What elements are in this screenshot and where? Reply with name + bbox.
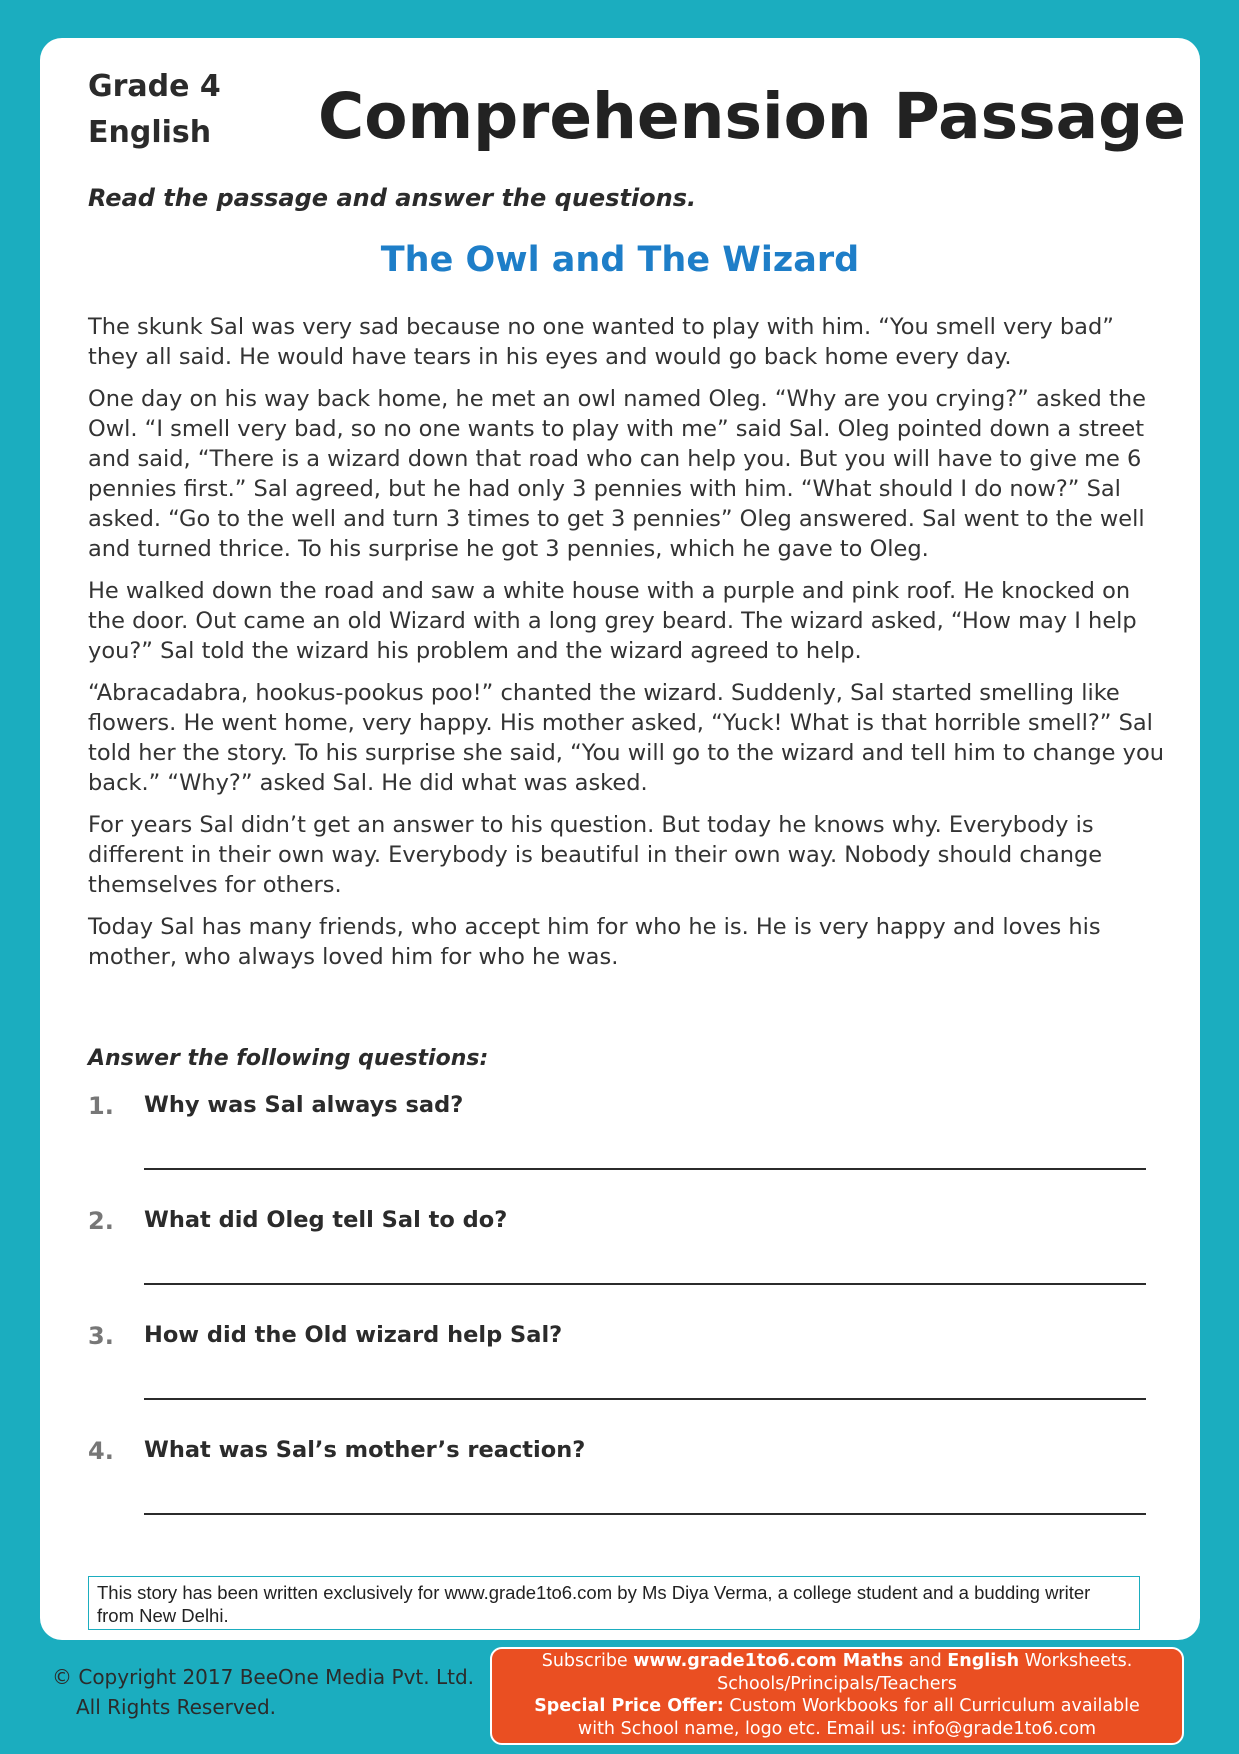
question-number: 3. (88, 1322, 114, 1350)
passage-paragraph: For years Sal didn’t get an answer to his question. But today he knows why. Everybody is different in their own way. Everybody is beautiful in their own way. Nobody should change themselves for others. (88, 812, 1103, 898)
promo-text: Worksheets. (1019, 1651, 1133, 1671)
instruction-text: Read the passage and answer the questions. (88, 184, 697, 212)
answer-line[interactable] (144, 1168, 1146, 1170)
promo-text: and (903, 1651, 948, 1671)
answer-line[interactable] (144, 1398, 1146, 1400)
passage-paragraph: One day on his way back home, he met an owl named Oleg. “Why are you crying?” asked the Owl. “I smell very bad, so no one wants to play with me” said Sal. Oleg pointed down a street and said, “There is a wizard down that road who can help you. But you will have to give me 6 pennies first.” Sal agreed, but he had only 3 pennies with him. “What should I do now?” Sal asked. “Go to the well and turn 3 times to get 3 pennies” Oleg answered. Sal went to the well and turned thrice. To his surprise he got 3 pennies, which he gave to Oleg. (88, 386, 1146, 562)
promo-site-link[interactable]: www.grade1to6.com Maths (633, 1651, 904, 1671)
promo-line-3 (492, 1695, 1182, 1718)
promo-line-2: Schools/Principals/Teachers (717, 1673, 957, 1694)
grade-label (88, 64, 221, 156)
question-text: How did the Old wizard help Sal? (144, 1322, 563, 1348)
answer-line[interactable] (144, 1513, 1146, 1515)
questions-heading: Answer the following questions: (88, 1046, 489, 1071)
rights-line: All Rights Reserved. (76, 1695, 277, 1719)
question-number: 2. (88, 1207, 114, 1235)
story-title: The Owl and The Wizard (380, 240, 860, 280)
question-text: What was Sal’s mother’s reaction? (144, 1437, 586, 1463)
copyright-notice (52, 1662, 474, 1722)
question-number: 1. (88, 1092, 114, 1120)
promo-banner[interactable] (490, 1647, 1184, 1745)
passage-paragraph: “Abracadabra, hookus-pookus poo!” chanted the wizard. Suddenly, Sal started smelling like flowers. He went home, very happy. His mother asked, “Yuck! What is that horrible smell?” Sal told her the story. To his surprise she said, “You will go to the wizard and tell him to change you back.” “Why?” asked Sal. He did what was asked. (88, 680, 1164, 796)
passage-paragraph: The skunk Sal was very sad because no one wanted to play with him. “You smell very bad” they all said. He would have tears in his eyes and would go back home every day. (88, 314, 1114, 370)
promo-text: Subscribe (541, 1651, 634, 1671)
passage (88, 312, 1168, 984)
promo-line-4: with School name, logo etc. Email us: info@grade1to6.com (577, 1718, 1097, 1739)
promo-text: Custom Workbooks for all Curriculum available (723, 1696, 1140, 1716)
question-text: What did Oleg tell Sal to do? (144, 1207, 508, 1233)
answer-line[interactable] (144, 1283, 1146, 1285)
grade-text: Grade 4 (88, 69, 221, 104)
subject-text: English (88, 115, 212, 150)
copyright-line: © Copyright 2017 BeeOne Media Pvt. Ltd. (52, 1665, 475, 1689)
question-text: Why was Sal always sad? (144, 1092, 464, 1118)
worksheet-sheet (40, 38, 1200, 1640)
question-number: 4. (88, 1437, 114, 1465)
passage-paragraph: He walked down the road and saw a white house with a purple and pink roof. He knocked on the door. Out came an old Wizard with a long grey beard. The wizard asked, “How may I help you?” Sal told the wizard his problem and the wizard agreed to help. (88, 578, 1137, 664)
page-title: Comprehension Passage (318, 80, 1186, 153)
passage-paragraph: Today Sal has many friends, who accept him for who he is. He is very happy and loves his mother, who always loved him for who he was. (88, 914, 1101, 970)
story-credit: This story has been written exclusively for www.grade1to6.com by Ms Diya Verma, a college student and a budding writer from New Delhi. (88, 1576, 1140, 1630)
promo-line-1 (492, 1650, 1182, 1673)
promo-offer-label: Special Price Offer: (534, 1696, 724, 1716)
promo-text-bold: English (947, 1651, 1020, 1671)
